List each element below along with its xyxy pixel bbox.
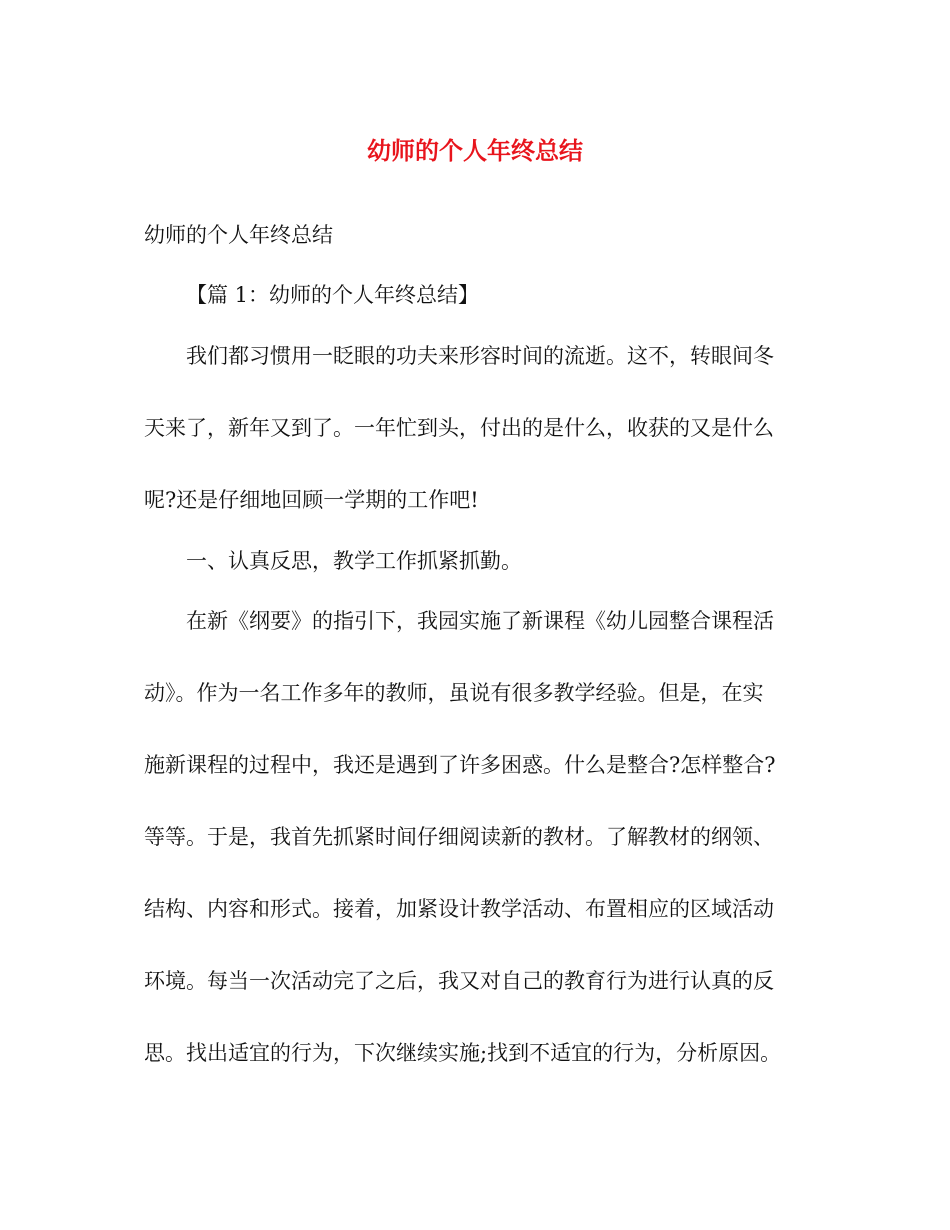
paragraph-line: 呢?还是仔细地回顾一学期的工作吧! [144,488,479,512]
paragraph-line: 动》。作为一名工作多年的教师，虽说有很多教学经验。但是，在实 [144,681,764,705]
paragraph-line: 施新课程的过程中，我还是遇到了许多困惑。什么是整合?怎样整合? [144,753,776,777]
paragraph-line: 天来了，新年又到了。一年忙到头，付出的是什么，收获的又是什么 [144,416,774,440]
document-title: 幼师的个人年终总结 [367,136,583,165]
paragraph-line: 结构、内容和形式。接着，加紧设计教学活动、布置相应的区域活动 [144,897,774,921]
paragraph-line: 在新《纲要》的指引下，我园实施了新课程《幼儿园整合课程活 [186,609,774,633]
paragraph-line: 等等。于是，我首先抓紧时间仔细阅读新的教材。了解教材的纲领、 [144,825,774,849]
section-label: 【篇 1：幼师的个人年终总结】 [186,283,480,307]
paragraph-line: 思。找出适宜的行为，下次继续实施;找到不适宜的行为，分析原因。 [144,1041,782,1065]
section-heading: 一、认真反思，教学工作抓紧抓勤。 [186,549,522,573]
paragraph-line: 环境。每当一次活动完了之后，我又对自己的教育行为进行认真的反 [144,969,774,993]
paragraph-line: 我们都习惯用一眨眼的功夫来形容时间的流逝。这不，转眼间冬 [186,344,774,368]
document-subtitle: 幼师的个人年终总结 [144,223,333,247]
